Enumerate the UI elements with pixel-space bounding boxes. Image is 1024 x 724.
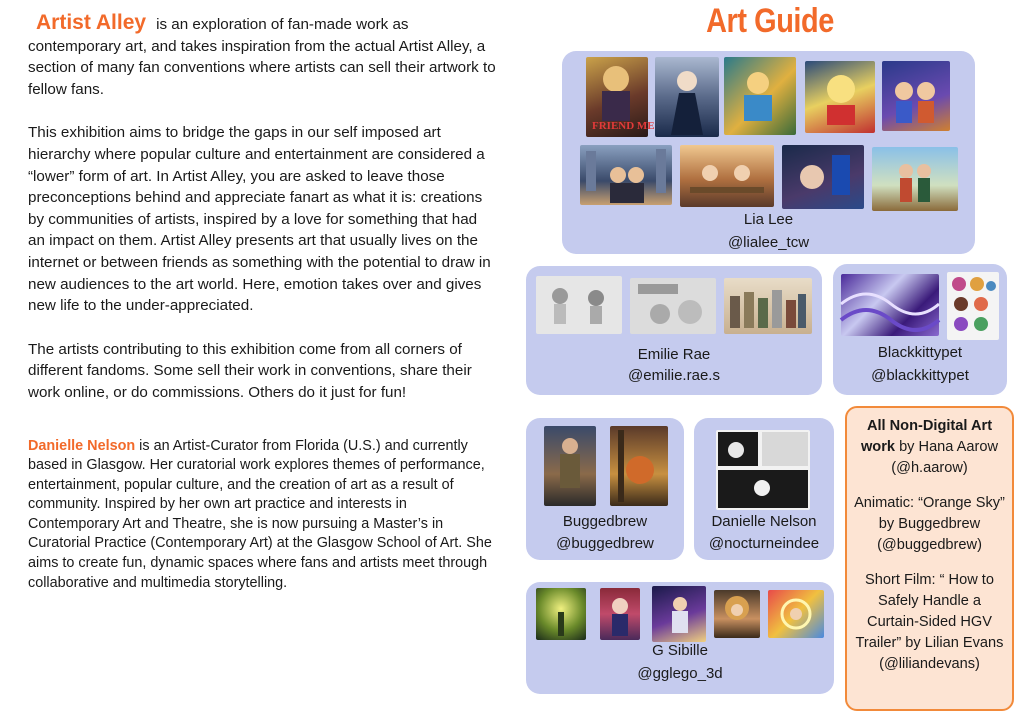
artwork-victorian-woman: [655, 57, 719, 137]
artwork-thumbnail: [716, 430, 810, 510]
curator-bio-text: is an Artist-Curator from Florida (U.S.) and currently based in Glasgow. Her curatorial work explores themes of performance, entertainment, popular culture, and the creation of art as a result of community. Inspired by her own art practice and interests in Contemporary Art and Theatre, she is now pursuing a Master’s in Curatorial Practice (Contemporary Art) at the Glasgow School of Art. She aims to create fun, dynamic spaces where fans and artists meet through collaborative and multimedia storytelling.: [28, 437, 492, 591]
intro-p1-text: is an exploration of fan-made work as contemporary art, and takes inspiration from the actual Artist Alley, a section of many fan conventions where artists can sell their artwork to fellow fans.: [28, 16, 496, 98]
artwork-thumbnail: [805, 61, 875, 133]
artist-panel-lia-lee: [562, 51, 975, 254]
curator-bio: [28, 437, 498, 594]
artwork-friend-me: [586, 57, 655, 137]
artwork-blonde-girl: [805, 61, 875, 133]
artist-panel-emilie-rae: [526, 266, 822, 395]
intro-paragraph-3: The artists contributing to this exhibition come from all corners of different fandoms. Some sell their work in conventions, share their work online, or do commissions. Others do it just for fun!: [28, 340, 472, 401]
artwork-thumbnail: [680, 145, 774, 207]
artwork-sun-girl: [768, 590, 824, 638]
artwork-forest-beast: [610, 426, 668, 506]
artwork-autumn-pair: [872, 147, 958, 211]
artist-name: Buggedbrew: [562, 513, 648, 530]
credit-non-digital: [853, 416, 1006, 479]
artwork-thumbnail: [655, 57, 719, 137]
artwork-thumbnail: [714, 590, 760, 638]
credits-box: [845, 406, 1014, 711]
artwork-fellowship: [724, 278, 812, 334]
friend-me-text: FRIEND ME: [592, 120, 655, 132]
exhibition-title: Artist Alley: [36, 11, 147, 34]
artist-panel-blackkittypet: [833, 264, 1007, 395]
artist-name: Blackkittypet: [877, 344, 963, 361]
artwork-dark-hair-girl: [600, 588, 640, 640]
artist-name: Danielle Nelson: [711, 513, 817, 530]
artwork-thumbnail: [600, 588, 640, 640]
artwork-thumbnail: [536, 588, 586, 640]
artwork-thumbnail: [724, 57, 796, 135]
artist-handle: @lialee_tcw: [727, 234, 810, 251]
credit-short-film: Short Film: “ How to Safely Handle a Curtain-Sided HGV Trailer” by Lilian Evans (@liliandevans): [855, 572, 1004, 672]
artist-name: Lia Lee: [743, 211, 794, 228]
artwork-tardis: [782, 145, 864, 209]
artwork-cafe-scene: [680, 145, 774, 207]
artwork-thumbnail: [724, 278, 812, 334]
artist-handle: @blackkittypet: [871, 367, 969, 384]
artwork-glowing-tree: [536, 588, 586, 640]
artwork-sketch-characters: [536, 276, 622, 334]
artwork-thumbnail: [610, 426, 668, 506]
art-guide-title: Art Guide: [706, 2, 834, 40]
artist-name: Emilie Rae: [637, 346, 711, 363]
artist-handle: @buggedbrew: [556, 535, 654, 552]
artwork-thumbnail: [872, 147, 958, 211]
artwork-thumbnail: [782, 145, 864, 209]
artwork-thumbnail: [882, 61, 950, 131]
artwork-bobby-sketch: [630, 278, 716, 334]
artwork-dancer: [652, 586, 706, 642]
artwork-alice: [724, 57, 796, 135]
credit-non-digital-bold: All Non-Digital Art work: [860, 418, 993, 455]
artist-handle: @nocturneindee: [708, 535, 820, 552]
artist-handle: @gglego_3d: [637, 665, 723, 682]
artwork-thumbnail: [586, 57, 655, 137]
artwork-thumbnail: [580, 145, 672, 205]
artist-name: G Sibille: [652, 642, 708, 659]
artist-panel-danielle-nelson: [694, 418, 834, 560]
artwork-thumbnail: [841, 274, 939, 336]
artwork-thumbnail: [768, 590, 824, 638]
intro-column: [28, 12, 498, 615]
artwork-purple-marble: [841, 274, 939, 336]
artwork-thumbnail: [630, 278, 716, 334]
intro-paragraph-2: This exhibition aims to bridge the gaps in our self imposed art hierarchy where popular culture and entertainment are considered a “lower” form of art. In Artist Alley, you are asked to leave those preconceptions behind and appreciate fanart as what it is: creations by communities of artists, inspired by a love for something that had an impact on them. Artist Alley presents art that usually lives on the internet or between friends as something with the potential to draw in new audiences to the art world. Here, emotion takes over and gives new life to the under-appreciated.: [28, 124, 491, 315]
artwork-city-pair: [580, 145, 672, 205]
credit-animatic: Animatic: “Orange Sky” by Buggedbrew (@buggedbrew): [854, 495, 1005, 553]
artwork-thumbnail: [536, 276, 622, 334]
artist-panel-g-sibille: [526, 582, 834, 694]
artwork-soldier: [544, 426, 596, 506]
artwork-thumbnail: [947, 272, 999, 340]
curator-name: Danielle Nelson: [28, 437, 136, 454]
artwork-thumbnail: [652, 586, 706, 642]
artwork-curly-hair: [714, 590, 760, 638]
artist-handle: @emilie.rae.s: [628, 367, 720, 384]
artwork-two-kids: [882, 61, 950, 131]
artwork-thumbnail: [544, 426, 596, 506]
artwork-sticker-sheet: [947, 272, 999, 340]
artist-panel-buggedbrew: [526, 418, 684, 560]
artwork-comic-panels: [716, 430, 810, 510]
credit-non-digital-text: by Hana Aarow (@h.aarow): [891, 439, 999, 476]
intro-paragraph-1: [28, 12, 498, 100]
